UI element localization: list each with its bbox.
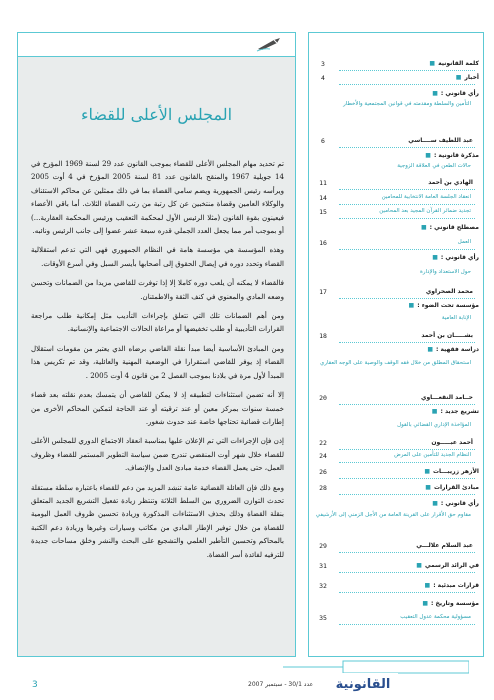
toc-divider bbox=[339, 218, 475, 219]
toc-category: في الرائد الرسمي ■ bbox=[416, 562, 479, 569]
page-number: 3 bbox=[32, 680, 38, 690]
toc-category: دراسة فقهية : ■ bbox=[427, 346, 479, 353]
toc-category: أخبار ■ bbox=[456, 74, 479, 81]
table-of-contents bbox=[308, 32, 484, 657]
footer-decoration bbox=[283, 660, 469, 674]
magazine-logo-text: القانونية bbox=[335, 677, 391, 692]
toc-page-number: 20 bbox=[319, 394, 327, 402]
toc-divider bbox=[339, 298, 475, 299]
toc-page-number: 11 bbox=[319, 179, 327, 187]
toc-author: الهادي بن أحمد bbox=[428, 179, 473, 186]
toc-page-number: 31 bbox=[319, 562, 327, 570]
toc-title: العمل bbox=[457, 239, 471, 245]
toc-category: مبادئ القرارات ■ bbox=[425, 484, 479, 491]
toc-author: عبد اللطيف ســــاسي bbox=[408, 137, 473, 144]
magazine-logo bbox=[328, 673, 398, 692]
toc-title: استحقاق المطلق من خلال فقه الوقف والوصية على الوجه العقاري bbox=[320, 360, 471, 366]
toc-category: تشريع جديد : ■ bbox=[432, 408, 479, 415]
toc-category: رأي قانوني : ■ bbox=[432, 254, 479, 261]
toc-divider bbox=[339, 552, 475, 553]
article-paragraph: ومن أهم الضمانات تلك التي تتعلق بإجراءات التأديب مثل إمكانية طلب مراجعة القرارات التأديبية أو طلب تخفيضها أو مراعاة الحالات الاجتماعية والإنسانية. bbox=[31, 311, 284, 334]
toc-title: حول الاستعداد والإدارة bbox=[419, 269, 471, 275]
article-paragraph: إلا أنه تضمن استثناءات لتطبيقه إذ لا يمكن للقاضي أن يتمسك بعدم نقلته بعد قضاء خمسة سنوات بمركز معين أو عند ترقيته أو عند الحاجة لتمكين المحاكم الأخرى من إطارات قضائية تحتاجها خاصة عند حدوث شغور. bbox=[31, 390, 284, 426]
toc-category: رأي قانوني : ■ bbox=[432, 500, 479, 507]
toc-page-number: 3 bbox=[321, 60, 325, 68]
toc-divider bbox=[339, 478, 475, 479]
toc-title: الإنابة العامية bbox=[441, 315, 471, 321]
toc-divider bbox=[339, 404, 475, 405]
toc-page-number: 16 bbox=[319, 239, 327, 247]
article-paragraph: ومع ذلك فإن العائلة القضائية عامة تنشد المزيد من دعم للقضاء باعتباره سلطة مستقلة تحدث التوازن الضروري بين السلط الثلاثة وتنتظر زيادة تفعيل التشريع الجديد المتعلق بنقلة القضاة وذلك بحذف الاستثناءات المذكورة وزيادة تحسين ظروف العمل اليومية للقضاة من خلال توفير الإطار المادي من مكاتب وسيارات وغيرها وزيادة دعم الكتبة بالمحاكم وتحسين التأطير العلمي والتشجيع على البحث والنشر وخلق مساحات جديدة للترفيه لفائدة أسر القضاة. bbox=[31, 482, 284, 559]
toc-page-number: 35 bbox=[319, 614, 327, 622]
toc-divider bbox=[339, 494, 475, 495]
toc-category: رأي قانوني : ■ bbox=[432, 90, 479, 97]
toc-divider bbox=[339, 449, 475, 450]
article-paragraph: إذن فإن الإجراءات التي تم الإعلان عليها بمناسبة انعقاد الاجتماع الدوري للمجلس الأعلى للقضاء خلال شهر أوت المنقضي تندرج ضمن سياسة التطوير المستمر للقضاء وظروف العمل، حتى يعمل القضاء خدمة مبادئ العدل والإنصاف. bbox=[31, 436, 284, 473]
toc-author: محمد الصحراوي bbox=[425, 288, 473, 295]
toc-divider bbox=[339, 249, 475, 250]
article-paragraph: ومن المبادئ الأساسية أيضا مبدأ نقلة القاضي برضاه الذي يعتبر من مقومات استقلال القضاء إذ يوفر للقاضي استقرارا في الوضعية المهنية والعائلية، وقد تم تكريس هذا المبدأ لأول مرة في بلادنا بموجب الفصل 2 من قانون 4 أوت 2005 . bbox=[31, 343, 284, 380]
toc-page-number: 6 bbox=[321, 137, 325, 145]
toc-page-number: 26 bbox=[319, 468, 327, 476]
article-body bbox=[31, 157, 284, 567]
toc-category: كلمة القانونية ■ bbox=[429, 60, 479, 67]
toc-divider bbox=[339, 462, 475, 463]
article-paragraph: فالقضاء لا يمكنه أن يلعب دوره كاملا إلا إذا توفرت للقاضي مزيدا من الضمانات وتحسن وضعه المادي والمعنوي في كنف الثقة والاطمئنان. bbox=[31, 278, 284, 301]
article-panel bbox=[17, 32, 296, 657]
toc-page-number: 14 bbox=[319, 194, 327, 202]
toc-category: الأزهر زريبـــات ■ bbox=[424, 468, 479, 475]
toc-title: مقاوم حق الأقرار على القرينة العامة من الأجل الزمني إلى الأرشيفي bbox=[315, 512, 471, 518]
toc-page-number: 32 bbox=[319, 582, 327, 590]
toc-divider bbox=[339, 147, 475, 148]
toc-page-number: 29 bbox=[319, 542, 327, 550]
toc-page-number: 4 bbox=[321, 74, 325, 82]
toc-divider bbox=[339, 624, 475, 625]
toc-title: تجديد ضمائر القرآن المجيد بعد المحامين bbox=[379, 208, 471, 214]
article-title: المجلس الأعلى للقضاء bbox=[80, 105, 233, 124]
toc-page-number: 15 bbox=[319, 208, 327, 216]
toc-divider bbox=[339, 189, 475, 190]
toc-page-number: 24 bbox=[319, 452, 327, 460]
toc-divider bbox=[339, 84, 475, 85]
article-header-strip bbox=[18, 33, 295, 57]
toc-page-number: 28 bbox=[319, 484, 327, 492]
toc-title: حالات الطعن في العلاقة الزوجية bbox=[397, 163, 471, 169]
article-paragraph: تم تحديد مهام المجلس الأعلى للقضاء بموجب القانون عدد 29 لسنة 1969 المؤرخ في 14 جويلية 1967 والمنقح بالقانون عدد 81 لسنة 2005 المؤرخ في 4 أوت 2005 ويرأسه رئيس الجمهورية ويضم سامي القضاة بما في ذلك ممثلين عن محاكم الاستئناف والوكلاء العامين وقضاة منتخبين عن كل رتبة من رتب القضاة الثلاث. أما باقي الأعضاء فيعينون بقوة القانون (مثلا الرئيس الأول لمحكمة التعقيب ورئيس المحكمة العقارية...) أو بموجب أمر مما يجعل العدد الجملي قدره سبعة عشر عضوا إلى جانب الرئيس ونائبه. bbox=[31, 159, 284, 236]
toc-page-number: 17 bbox=[319, 288, 327, 296]
toc-divider bbox=[339, 592, 475, 593]
toc-divider bbox=[339, 342, 475, 343]
toc-title: النظام الجديد للتأمين على المرض bbox=[394, 452, 471, 458]
toc-category: مذكرة قانونية : ■ bbox=[425, 152, 479, 159]
toc-author: حــامد النقعـــاوي bbox=[420, 394, 473, 401]
toc-title: انعقاد الجلسة العامة الانتخابية للمحامين bbox=[381, 194, 471, 200]
toc-category: قرارات مبدئية : ■ bbox=[425, 582, 479, 589]
toc-author: أحمد عبـــــون bbox=[431, 439, 473, 446]
toc-category: مصطلح قانوني : ■ bbox=[421, 224, 479, 231]
toc-page-number: 22 bbox=[319, 439, 327, 447]
toc-title: التأمين والسلطة ومقدمته في قوانين المجتمعية والأخطار bbox=[343, 101, 471, 107]
fountain-pen-icon bbox=[256, 36, 282, 52]
toc-author: عبد السلام علالـــي bbox=[416, 542, 473, 549]
toc-category: مؤسسة وتاريخ : ■ bbox=[422, 600, 479, 607]
toc-category: مؤسسة تحت الضوء : ■ bbox=[409, 302, 479, 309]
toc-page-number: 18 bbox=[319, 332, 327, 340]
toc-divider bbox=[339, 204, 475, 205]
toc-title: مسؤولية محكمة عدول التعقيب bbox=[400, 614, 471, 620]
toc-divider bbox=[339, 70, 475, 71]
toc-author: بشـــــان بن أحمد bbox=[421, 332, 473, 339]
issue-info: عدد 30/1 - سبتمبر 2007 bbox=[248, 681, 314, 688]
toc-divider bbox=[339, 572, 475, 573]
toc-title: المؤاخذة الإداري القضائي بالقول bbox=[397, 422, 471, 428]
article-paragraph: وهذه المؤسسة هي مؤسسة هامة في النظام الجمهوري فهي التي تدعم استقلالية القضاء وتحدد دوره في إيصال الحقوق إلى أصحابها بأيسر السبل وفي أسرع الأوقات. bbox=[31, 245, 284, 268]
